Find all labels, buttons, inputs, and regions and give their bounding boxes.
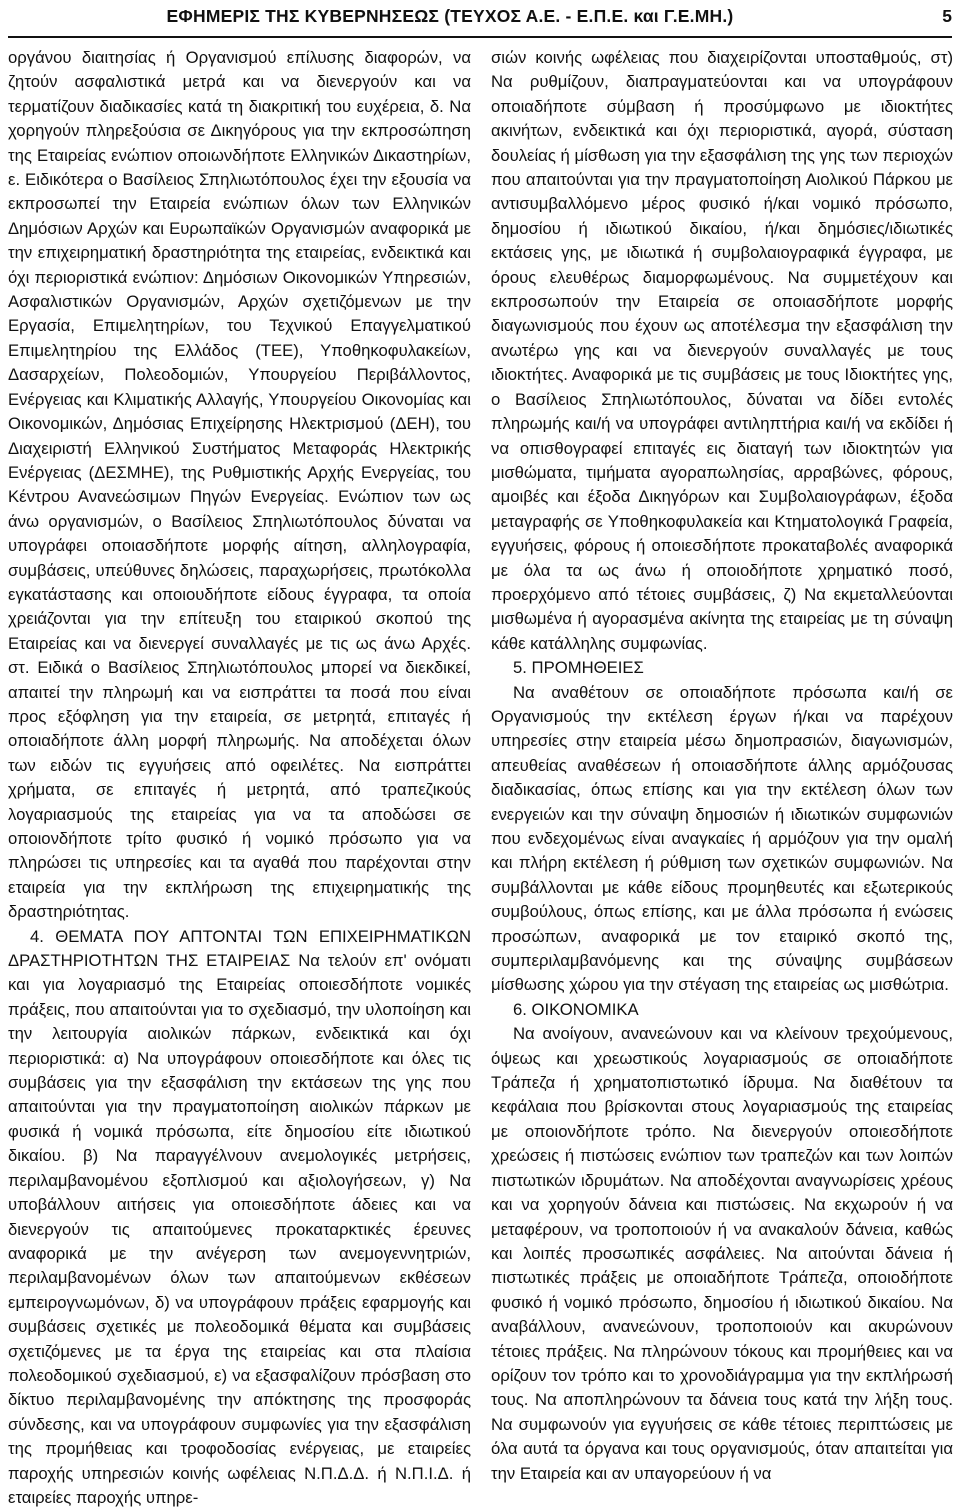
- section-heading: 5. ΠΡΟΜΗΘΕΙΕΣ: [513, 658, 644, 678]
- right-column: [491, 46, 953, 1486]
- page-number: 5: [942, 6, 952, 26]
- paragraph: οργάνου διαιτησίας ή Οργανισμού επίλυσης διαφορών, να ζητούν ασφαλιστικά μετρά και να διενεργούν και να τερματίζουν διαδικασίες κατά τη διακριτική του ευχέρεια, δ. Να χορηγούν πληρεξούσια σε Δικηγόρους για την εκπροσώπηση της Εταιρείας ενώπιον οποιωνδήποτε Ελληνικών Δικαστηρίων, ε. Ειδικότερα ο Βασίλειος Σπηλιωτόπουλος έχει την εξουσία να εκπροσωπεί την Εταιρεία ενώπιων όλων των Ελληνικών Δημόσιων Αρχών και Ευρωπαϊκών Οργανισμών αναφορικά με την επιχειρηματική δραστηριότητα της εταιρείας, ενδεικτικά και όχι περιοριστικά ενώπιον: Δημόσιων Οικονομικών Υπηρεσιών, Ασφαλιστικών Οργανισμών, Αρχών σχετιζόμενων με την Εργασία, Επιμελητηρίων, του Τεχνικού Επαγγελματικού Επιμελητηρίου της Ελλάδος (ΤΕΕ), Υποθηκοφυλακείων, Δασαρχείων, Πολεοδομιών, Υπουργείου Περιβάλλοντος, Ενέργειας και Κλιματικής Αλλαγής, Υπουργείου Οικονομίας και Οικονομικών, Δημόσιας Επιχείρησης Ηλεκτρισμού (ΔΕΗ), του Διαχειριστή Ελληνικού Συστήματος Μεταφοράς Ηλεκτρικής Ενέργειας (ΔΕΣΜΗΕ), της Ρυθμιστικής Αρχής Ενεργείας, του Κέντρου Ανανεώσιμων Πηγών Ενεργείας. Ενώπιον των ως άνω οργανισμών, ο Βασίλειος Σπηλιωτόπουλος δύναται να υπογράφει οποιασδήποτε μορφής αίτηση, αλληλογραφία, συμβάσεις, υπεύθυνες δηλώσεις, παραχωρήσεις, πρωτόκολλα εγκατάστασης και οποιουδήποτε είδους έγγραφα, τα οποία χρειάζονται για την επίτευξη του εταιρικού σκοπού της Εταιρείας και να διενεργεί συναλλαγές με τις ως άνω Αρχές. στ. Ειδικά ο Βασίλειος Σπηλιωτόπουλος μπορεί να διεκδικεί, απαιτεί την πληρωμή και να εισπράττει τα ποσά που είναι προς εξόφληση για την εταιρεία, σε μετρητά, επιταγές ή οποιαδήποτε άλλη μορφή πληρωμής. Να αποδέχεται όλων των ειδών τις εγγυήσεις από οφειλέτες. Να εισπράττει χρήματα, σε επιταγές ή μετρητά, από τραπεζικούς λογαριασμούς της εταιρείας για να τα αποδώσει σε οποιονδήποτε τρίτο φυσικό ή νομικό πρόσωπο για να πληρώσει τις υπηρεσίες και τα αγαθά που παρέχονται στην εταιρεία για την εκπλήρωση της επιχειρηματικής της δραστηριότητας.: [8, 48, 471, 922]
- page-header: [8, 0, 952, 38]
- paragraph: Να ανοίγουν, ανανεώνουν και να κλείνουν τρεχούμενους, όψεως και χρεωστικούς λογαριασμούς σε οποιαδήποτε Τράπεζα ή χρηματοπιστωτικό ίδρυμα. Να διαθέτουν τα κεφάλαια που βρίσκονται στους λογαριασμούς της εταιρείας με οποιονδήποτε τρόπο. Να διενεργούν οποιεσδήποτε χρεώσεις ή πιστώσεις ενώπιον των τραπεζών και των λοιπών πιστωτικών ιδρυμάτων. Να αποδέχονται αναγνωρίσεις χρέους και να χορηγούν δάνεια και πιστώσεις. Να εκχωρούν ή να μεταφέρουν, να τροποποιούν ή να ανακαλούν δάνεια, καθώς και λοιπές προσωπικές ασφάλειες. Να αιτούνται δάνεια ή πιστωτικές πράξεις με οποιαδήποτε Τράπεζα, οποιοδήποτε φυσικό ή νομικό πρόσωπο, δημοσίου ή ιδιωτικού δικαίου. Να αναβάλλουν, ανανεώνουν, τροποποιούν και ακυρώνουν τέτοιες πράξεις. Να πληρώνουν τόκους και προμήθειες και να ορίζουν τον τρόπο και το χρονοδιάγραμμα για την εκπλήρωσή τους. Να αποπληρώνουν τα δάνεια τους κατά την λήξη τους. Να συμφωνούν για εγγυήσεις σε κάθε τέτοιες περιπτώσεις με όλα αυτά τα όργανα και τους οργανισμούς, όταν απαιτείται για την Εταιρεία και αν υπαγορεύουν ή να: [491, 1024, 953, 1483]
- gazette-title: ΕΦΗΜΕΡΙΣ ΤΗΣ ΚΥΒΕΡΝΗΣΕΩΣ (ΤΕΥΧΟΣ Α.Ε. - Ε.Π.Ε. και Γ.Ε.ΜΗ.): [166, 6, 734, 26]
- paragraph: σιών κοινής ωφέλειας που διαχειρίζονται υποσταθμούς, στ) Να ρυθμίζουν, διαπραγματεύονται και να υπογράφουν οποιαδήποτε σύμβαση ή προσύμφωνο με ιδιοκτήτες ακινήτων, ενδεικτικά και όχι περιοριστικά, αγορά, σύσταση δουλείας ή μίσθωση για την εξασφάλιση της γης των περιοχών που απαιτούνται για την πραγματοποίηση Αιολικού Πάρκου με αντισυμβαλλόμενο μέρος φυσικό ή/και νομικό πρόσωπο, δημοσίου ή ιδιωτικού δικαίου, ή/και δημόσιες/ιδιωτικές εκτάσεις γης, με ιδιωτικά ή συμβολαιογραφικά έγγραφα, με όρους ελευθέρως διαμορφωμένους. Να συμμετέχουν και εκπροσωπούν την Εταιρεία σε οποιασδήποτε μορφής διαγωνισμούς που έχουν ως αποτέλεσμα την εξασφάλιση την ανωτέρω γης και να διενεργούν συναλλαγές με τους ιδιοκτήτες. Αναφορικά με τις συμβάσεις με τους Ιδιοκτήτες γης, ο Βασίλειος Σπηλιωτόπουλος, δύναται να δίδει εντολές πληρωμής και/ή να υπογράφει αντιληπτήρια και/ή να εκδίδει ή να οπισθογραφεί επιταγές εις διαταγή των ιδιοκτητών για μισθώματα, τιμήματα αγοραπωλησίας, αρραβώνες, φόρους, αμοιβές και έξοδα Δικηγόρων και Συμβολαιογράφων, έξοδα μεταγραφής σε Υποθηκοφυλακεία και Κτηματολογικά Γραφεία, εγγυήσεις, φόρους ή οποιεσδήποτε προκαταβολές αναφορικά με όλα τα ως άνω ή οποιοδήποτε χρηματικό ποσό, προερχόμενο από τέτοιες συμβάσεις, ζ) Να εκμεταλλεύονται μισθωμένα ή αγορασμένα ακίνητα της εταιρείας με τη σύναψη κάθε κατάλληλης συμφωνίας.: [491, 48, 953, 653]
- paragraph: Να αναθέτουν σε οποιαδήποτε πρόσωπα και/ή σε Οργανισμούς την εκτέλεση έργων ή/και να παρέχουν υπηρεσίες στην εταιρεία μέσω δημοπρασιών, διαγωνισμών, απευθείας αναθέσεων ή οποιασδήποτε άλλης αρμόζουσας διαδικασίας, όπως επίσης και για την εκτέλεση όλων των ενεργειών και την σύναψη δημοσιών ή ιδιωτικών συμφωνιών που ενδεχομένως είναι αναγκαίες ή αρμόζουν για την ομαλή και πλήρη εκτέλεση ή ρύθμιση των σχετικών συμφωνιών. Να συμβάλλονται με κάθε είδους προμηθευτές και εξωτερικούς συμβούλους, όπως επίσης, και με άλλα πρόσωπα ή ενώσεις προσώπων, αναφορικά με τον εταιρικό σκοπό της, συμπεριλαμβανόμενης και της σύναψης συμβάσεων μίσθωσης χώρου για την στέγαση της εταιρείας ως μισθώτρια.: [491, 682, 953, 995]
- left-column: [8, 46, 471, 1510]
- paragraph: 4. ΘΕΜΑΤΑ ΠΟΥ ΑΠΤΟΝΤΑΙ ΤΩΝ ΕΠΙΧΕΙΡΗΜΑΤΙΚΩΝ ΔΡΑΣΤΗΡΙΟΤΗΤΩΝ ΤΗΣ ΕΤΑΙΡΕΙΑΣ Να τελούν επ' ονόματι και για λογαριασμό της Εταιρείας οποιεσδήποτε νομικές πράξεις, που απαιτούνται για το σχεδιασμό, την υλοποίηση και την λειτουργία αιολικών πάρκων, ενδεικτικά και όχι περιοριστικά: α) Να υπογράφουν οποιεσδήποτε και όλες τις συμβάσεις για την εξασφάλιση την εκτάσεων της γης που απαιτούνται για την πραγματοποίηση αιολικών πάρκων με φυσικά ή νομικά πρόσωπα, είτε δημοσίου είτε ιδιωτικού δικαίου. β) Να παραγγέλνουν ανεμολογικές μετρήσεις, περιλαμβανομένου εξοπλισμού και αξιολογήσεων, γ) Να υποβάλλουν αιτήσεις για οποιεσδήποτε άδειες και να διενεργούν τις απαιτούμενες προκαταρκτικές έρευνες αναφορικά με την ανέγερση των ανεμογεννητριών, περιλαμβανομένων όλων των απαιτούμενων εκθέσεων εμπειρογνωμόνων, δ) να υπογράφουν πράξεις εφαρμογής και συμβάσεις σχετικές με πολεοδομικά θέματα και συμβάσεις σχετιζόμενες με τα έργα της εταιρείας και στα πλαίσια πολεοδομικού σχεδιασμού, ε) να εξασφαλίζουν πρόσβαση στο δίκτυο περιλαμβανομένης την απόκτησης της προσφοράς σύνδεσης, και να υπογράφουν συμφωνίες για την εξασφάλιση της προμήθειας και τροφοδοσίας ενέργειας, με εταιρείες παροχής υπηρεσιών κοινής ωφέλειας Ν.Π.Δ.Δ. ή Ν.Π.Ι.Δ. ή εταιρείες παροχής υπηρε-: [8, 926, 471, 1507]
- section-heading: 6. ΟΙΚΟΝΟΜΙΚΑ: [513, 999, 639, 1019]
